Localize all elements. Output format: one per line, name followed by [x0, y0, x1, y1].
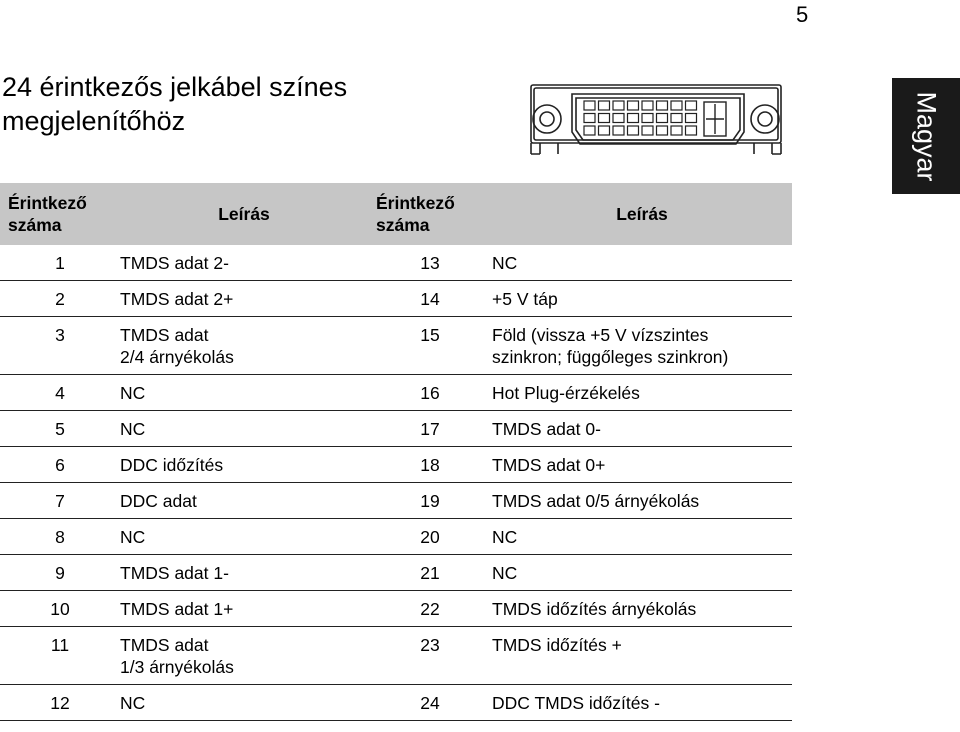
pin-description-line: NC: [492, 527, 518, 547]
header-pin-number-2: Érintkező száma: [368, 183, 492, 245]
pin-description: [120, 411, 368, 447]
pin-number: 1: [0, 245, 120, 281]
table-row: [0, 447, 792, 483]
pin-description: [492, 483, 792, 519]
pin-number: 12: [0, 685, 120, 721]
language-tab-label: Magyar: [911, 90, 942, 182]
pin-description: [492, 317, 792, 375]
table-row: [0, 591, 792, 627]
pin-description: [492, 281, 792, 317]
header-description-1: Leírás: [120, 183, 368, 245]
page-title: [2, 70, 347, 138]
pin-description-line: NC: [120, 383, 146, 403]
pin-description: [120, 685, 368, 721]
pin-description: [492, 685, 792, 721]
table-row: [0, 317, 792, 375]
pin-number: 15: [368, 317, 492, 375]
pin-description-line: szinkron; függőleges szinkron): [492, 347, 729, 367]
pin-assignment-table: [0, 183, 792, 721]
pin-description: [120, 627, 368, 685]
pin-description: [120, 447, 368, 483]
pin-number: 9: [0, 555, 120, 591]
table-row: [0, 411, 792, 447]
page-number: 5: [796, 2, 809, 27]
pin-description-line: TMDS adat 2-: [120, 253, 229, 273]
pin-description-line: NC: [120, 527, 146, 547]
pin-description-line: TMDS adat 0-: [492, 419, 601, 439]
header-pin-number-1: Érintkező száma: [0, 183, 120, 245]
pin-description-line: TMDS adat: [120, 635, 209, 655]
table-row: [0, 627, 792, 685]
pin-number: 17: [368, 411, 492, 447]
pin-description-line: TMDS adat 0/5 árnyékolás: [492, 491, 700, 511]
pin-number: 11: [0, 627, 120, 685]
pin-number: 19: [368, 483, 492, 519]
pin-number: 5: [0, 411, 120, 447]
pin-number: 23: [368, 627, 492, 685]
table-row: [0, 519, 792, 555]
table-row: [0, 375, 792, 411]
pin-description: [492, 245, 792, 281]
pin-number: 24: [368, 685, 492, 721]
pin-description-line: NC: [120, 693, 146, 713]
dvi-connector-icon: [528, 82, 784, 163]
table-row: [0, 483, 792, 519]
pin-description-line: TMDS időzítés +: [492, 635, 622, 655]
pin-description-line: TMDS adat 2+: [120, 289, 234, 309]
pin-number: 14: [368, 281, 492, 317]
pin-description: [120, 245, 368, 281]
header-description-2: Leírás: [492, 183, 792, 245]
pin-number: 2: [0, 281, 120, 317]
pin-description-line: NC: [492, 253, 518, 273]
pin-description-line: NC: [120, 419, 146, 439]
pin-description-line: 1/3 árnyékolás: [120, 657, 234, 677]
table-row: [0, 685, 792, 721]
table-row: [0, 555, 792, 591]
pin-number: 8: [0, 519, 120, 555]
pin-description-line: TMDS adat 1+: [120, 599, 234, 619]
pin-number: 10: [0, 591, 120, 627]
pin-description-line: DDC TMDS időzítés -: [492, 693, 660, 713]
pin-description-line: DDC adat: [120, 491, 197, 511]
pin-description-line: 2/4 árnyékolás: [120, 347, 234, 367]
pin-description-line: Hot Plug-érzékelés: [492, 383, 640, 403]
title-line-2: megjelenítőhöz: [2, 106, 186, 136]
pin-description-line: TMDS adat 0+: [492, 455, 606, 475]
pin-description-line: DDC időzítés: [120, 455, 224, 475]
pin-number: 20: [368, 519, 492, 555]
pin-description: [120, 281, 368, 317]
pin-number: 22: [368, 591, 492, 627]
pin-number: 6: [0, 447, 120, 483]
pin-description: [492, 411, 792, 447]
pin-description: [492, 555, 792, 591]
pin-number: 16: [368, 375, 492, 411]
pin-description: [120, 519, 368, 555]
pin-number: 3: [0, 317, 120, 375]
pin-description: [492, 627, 792, 685]
pin-description-line: TMDS időzítés árnyékolás: [492, 599, 697, 619]
pin-number: 13: [368, 245, 492, 281]
pin-description: [492, 375, 792, 411]
pin-description: [120, 483, 368, 519]
pin-description-line: TMDS adat 1-: [120, 563, 229, 583]
pin-number: 4: [0, 375, 120, 411]
language-tab: [892, 78, 960, 194]
title-line-1: 24 érintkezős jelkábel színes: [2, 72, 348, 102]
pin-description-line: TMDS adat: [120, 325, 209, 345]
table-header-row: [0, 183, 792, 245]
pin-number: 7: [0, 483, 120, 519]
pin-number: 18: [368, 447, 492, 483]
pin-number: 21: [368, 555, 492, 591]
table-row: [0, 281, 792, 317]
pin-description: [492, 519, 792, 555]
pin-description: [120, 375, 368, 411]
pin-description: [492, 591, 792, 627]
table-row: [0, 245, 792, 281]
pin-description-line: Föld (vissza +5 V vízszintes: [492, 325, 709, 345]
pin-description: [120, 555, 368, 591]
pin-description: [120, 317, 368, 375]
pin-description: [492, 447, 792, 483]
pin-description-line: NC: [492, 563, 518, 583]
pin-description-line: +5 V táp: [492, 289, 558, 309]
pin-description: [120, 591, 368, 627]
